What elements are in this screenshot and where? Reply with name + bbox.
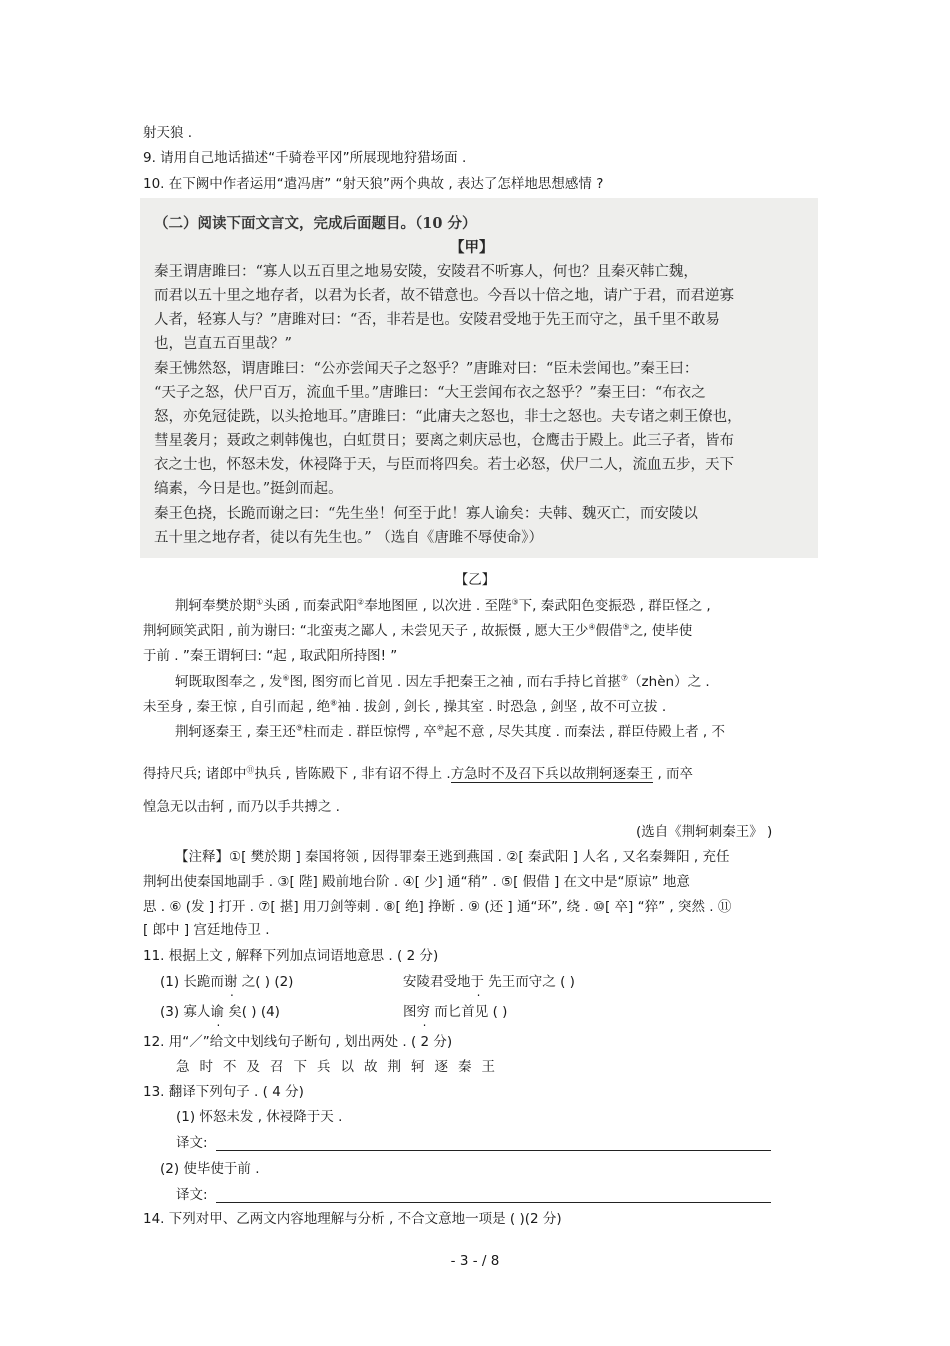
text-span: (3) 寡人 <box>160 1004 211 1020</box>
question-11-items <box>403 1000 507 1020</box>
answer-line-1 <box>176 1131 771 1151</box>
footnote-marker: ③ <box>511 597 519 607</box>
dotted-word: 谕 <box>210 1004 224 1020</box>
text-span: (1) 长跪而 <box>160 974 224 990</box>
text-span: 图 <box>403 1004 417 1020</box>
text-span: 袖 . 拔剑 , 剑长 , 操其室 . 时恐急 , 剑坚 , 故不可立拔 . <box>337 699 667 715</box>
text-span: 荆轲逐秦王 , 秦王还 <box>175 724 296 740</box>
note-line: [ 郎中 ] 宫廷地侍卫 . <box>143 922 270 938</box>
page-number: - 3 - / 8 <box>450 1253 500 1269</box>
footnote-marker: ① <box>256 597 264 607</box>
footnote-marker: ⑤ <box>622 622 630 632</box>
footnote-marker: ⑥ <box>282 673 290 683</box>
text-span: 奉地图匣 , 以次进 . 至陛 <box>364 598 512 614</box>
dotted-word: 谢 <box>223 974 238 990</box>
jia-line: 人者，轻寡人与？”唐雎对曰：“否，非若是也。安陵君受地于先王而守之，虽千里不敢易 <box>154 312 720 328</box>
yi-paragraph-line <box>175 594 711 614</box>
text-span: 轲既取图奉之 , 发 <box>175 674 283 690</box>
question-9: 9. 请用自己地话描述“千骑卷平冈”所展现地狩猎场面 . <box>143 150 467 166</box>
jia-line: 而君以五十里之地存者，以君为长者，故不错意也。今吾以十倍之地，请广于君，而君逆寡 <box>154 288 734 304</box>
text-span: , 而卒 <box>653 766 694 782</box>
question-10: 10. 在下阙中作者运用“遣冯唐” “射天狼”两个典故 , 表达了怎样地思想感情 ? <box>143 176 604 192</box>
text-span: 起不意 , 尽失其度 . 而秦法 , 群臣侍殿上者 , 不 <box>443 724 725 740</box>
text-span: 图, 图穷而匕首见 . 因左手把秦王之袖 , 而右手持匕首揕 <box>289 674 621 690</box>
answer-line-2 <box>176 1183 771 1203</box>
note-line: 荆轲出使秦国地副手 . ③[ 陛] 殿前地台阶 . ④[ 少] 通“稍” . ⑤[ 假借 ] 在文中是“原谅” 地意 <box>143 874 690 890</box>
jia-line: 秦王怫然怒，谓唐雎曰：“公亦尝闻天子之怒乎？”唐雎对曰：“臣未尝闻也。”秦王曰： <box>154 361 699 377</box>
note-line: 【注释】①[ 樊於期 ] 秦国将领 , 因得罪秦王逃到燕国 . ②[ 秦武阳 ] 人名 , 又名秦舞阳 , 充任 <box>175 849 730 865</box>
dotted-word: 于 <box>470 974 484 990</box>
yi-paragraph-line <box>143 762 693 782</box>
footnote-marker: ⑩ <box>436 723 444 733</box>
footnote-marker: ④ <box>588 622 596 632</box>
question-11-items <box>160 970 293 990</box>
question-11: 11. 根据上文 , 解释下列加点词语地意思 . ( 2 分) <box>143 948 439 964</box>
yi-paragraph-line <box>143 619 692 639</box>
jia-line: “天子之怒，伏尸百万，流血千里。”唐雎曰：“大王尝闻布衣之怒乎？”秦王曰：“布衣之 <box>154 385 706 401</box>
question-13-item-2: (2) 使毕使于前 . <box>160 1161 260 1177</box>
yi-heading: 【乙】 <box>454 572 496 588</box>
text-span: 先王而守之 ( ) <box>484 974 575 990</box>
answer-blank[interactable] <box>216 1188 771 1203</box>
text-span: 下, 秦武阳色变振恐 , 群臣怪之 , <box>518 598 711 614</box>
yi-paragraph-line <box>143 695 666 715</box>
answer-label: 译文: <box>176 1135 208 1151</box>
yi-paragraph-line <box>175 720 725 740</box>
question-12: 12. 用“／”给文中划线句子断句 , 划出两处 . ( 2 分) <box>143 1034 453 1050</box>
jia-line: 秦王色挠，长跪而谢之曰：“先生坐！何至于此！寡人谕矣：夫韩、魏灭亡，而安陵以 <box>154 506 698 522</box>
jia-line: 也，岂直五百里哉？” <box>154 336 292 352</box>
text-span: 安陵君受地 <box>403 974 471 990</box>
question-14: 14. 下列对甲、乙两文内容地理解与分析 , 不合文意地一项是 ( )(2 分) <box>143 1211 562 1227</box>
poem-tail-line: 射天狼 . <box>143 125 193 141</box>
jia-line: 怒，亦免冠徒跣，以头抢地耳。”唐雎曰：“此庸夫之怒也，非士之怒也。夫专诸之刺王僚也， <box>154 409 742 425</box>
text-span: 头函 , 而秦武阳 <box>263 598 358 614</box>
text-span: 假借 <box>595 623 623 639</box>
text-span: （zhèn）之 . <box>628 674 710 690</box>
text-span: 柱而走 . 群臣惊愕 , 卒 <box>303 724 437 740</box>
text-span: 而匕首见 ( ) <box>430 1004 508 1020</box>
footnote-marker: ② <box>357 597 365 607</box>
scanned-passage-jia <box>140 198 818 558</box>
answer-blank[interactable] <box>216 1136 771 1151</box>
text-span: 矣( ) (4) <box>223 1004 280 1020</box>
footnote-marker: ⑦ <box>620 673 629 683</box>
footnote-marker: ⑪ <box>246 765 255 775</box>
text-span: 荆轲奉樊於期 <box>175 598 256 614</box>
jia-line: 五十里之地存者，徒以有先生也。” （选自《唐雎不辱使命》） <box>154 530 544 546</box>
jia-line: 秦王谓唐雎曰：“寡人以五百里之地易安陵，安陵君不听寡人，何也？且秦灭韩亡魏， <box>154 264 698 280</box>
question-11-items <box>403 970 575 990</box>
footnote-marker: ⑧ <box>330 698 338 708</box>
jia-line: 彗星袭月；聂政之刺韩傀也，白虹贯日；要离之刺庆忌也，仓鹰击于殿上。此三子者，皆布 <box>154 433 734 449</box>
answer-label: 译文: <box>176 1187 208 1203</box>
note-line: 思 . ⑥ (发 ] 打开 . ⑦[ 揕] 用刀剑等刺 . ⑧[ 绝] 挣断 . ⑨ (还 ] 通“环”, 绕 . ⑩[ 卒] “猝” , 突然 . ⑪ <box>143 899 732 915</box>
jia-line: 衣之士也，怀怒未发，休祲降于天，与臣而将四矣。若士必怒，伏尸二人，流血五步，天下 <box>154 457 734 473</box>
jia-line: 缟素，今日是也。”挺剑而起。 <box>154 481 343 497</box>
question-11-items <box>160 1000 280 1020</box>
text-span: 之, 使毕使 <box>629 623 693 639</box>
question-13-item-1: (1) 怀怒未发 , 休祲降于天 . <box>176 1109 343 1125</box>
yi-paragraph-line: 于前 . ”秦王谓轲曰: “起 , 取武阳所持图! ” <box>143 648 398 664</box>
yi-paragraph-line <box>175 670 710 690</box>
text-span: 执兵 , 皆陈殿下 , 非有诏不得上 . <box>254 766 451 782</box>
yi-paragraph-line: 惶急无以击轲 , 而乃以手共搏之 . <box>143 799 340 815</box>
text-span: 得持尺兵; 诸郎中 <box>143 766 247 782</box>
jia-marker: 【甲】 <box>450 239 494 256</box>
question-12-sentence: 急时不及召下兵以故荆轲逐秦王 <box>176 1059 505 1075</box>
text-span: 荆轲顾笑武阳 , 前为谢曰: “北蛮夷之鄙人 , 未尝见天子 , 故振慑 , 愿大王少 <box>143 623 589 639</box>
yi-source: (选自《荆轲刺秦王》 ) <box>636 824 773 840</box>
dotted-word: 穷 <box>416 1004 430 1020</box>
text-span: 之( ) (2) <box>237 974 294 990</box>
underlined-sentence: 方急时不及召下兵以故荆轲逐秦王 <box>450 766 654 782</box>
text-span: 未至身 , 秦王惊 , 自引而起 , 绝 <box>143 699 331 715</box>
question-13: 13. 翻译下列句子 . ( 4 分) <box>143 1084 304 1100</box>
section-heading: （二）阅读下面文言文，完成后面题目。（10 分） <box>154 215 477 232</box>
footnote-marker: ⑨ <box>295 723 304 733</box>
